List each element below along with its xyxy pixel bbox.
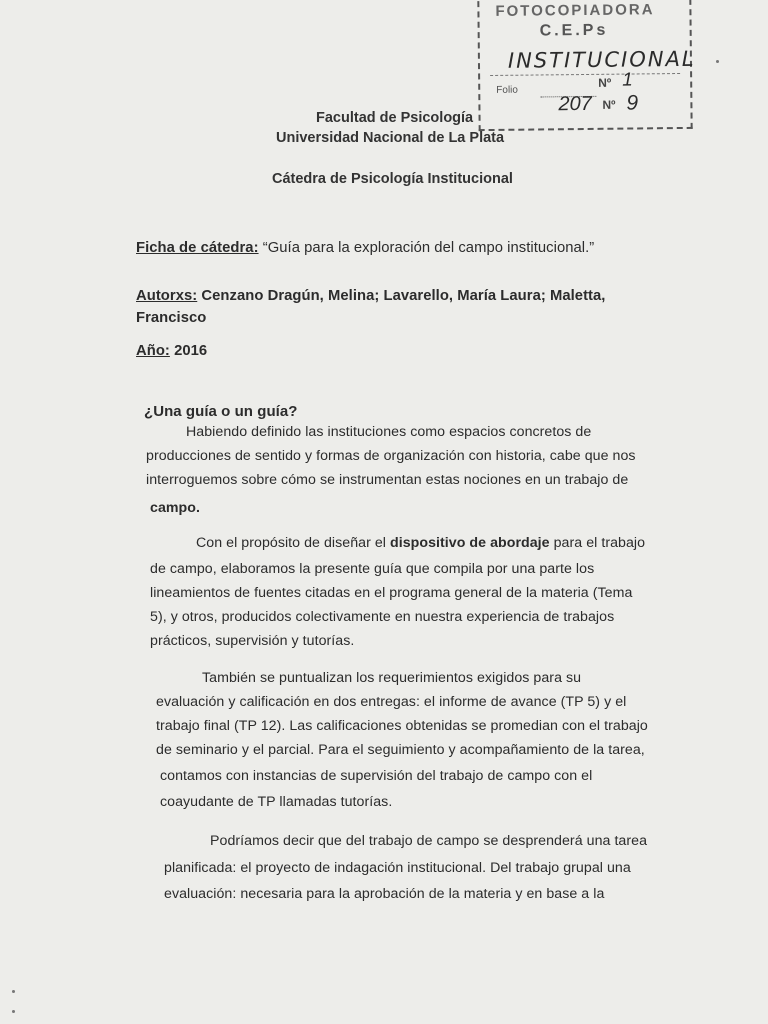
year-line <box>136 343 207 359</box>
catedra-name: Cátedra de Psicología Institucional <box>272 171 513 187</box>
p3-line-1: También se puntualizan los requerimientos exigidos para su <box>202 670 582 686</box>
stamp-n1-value: 1 <box>622 69 633 91</box>
ficha-value: “Guía para la exploración del campo institucional.” <box>262 240 595 256</box>
authors-value: Cenzano Dragún, Melina; Lavarello, María Laura; Maletta, <box>201 288 606 304</box>
p2-line-4: 5), y otros, producidos colectivamente en nuestra experiencia de trabajos <box>150 609 615 625</box>
p3-line-2: evaluación y calificación en dos entregas: el informe de avance (TP 5) y el <box>156 694 627 710</box>
p2-line-5: prácticos, supervisión y tutorías. <box>150 633 355 649</box>
p4-line-2: planificada: el proyecto de indagación institucional. Del trabajo grupal una <box>164 860 631 876</box>
stamp-folio-value: 207 <box>558 92 592 116</box>
p3-line-6: coayudante de TP llamadas tutorías. <box>160 794 393 810</box>
p2-line-1-post: para el trabajo <box>549 535 646 551</box>
ficha-line <box>136 240 594 256</box>
scan-speck <box>716 60 719 63</box>
stamp-folio-label: Folio <box>496 84 519 96</box>
scan-speck <box>12 990 15 993</box>
faculty-name: Facultad de Psicología <box>316 110 474 126</box>
p3-line-4: de seminario y el parcial. Para el seguimiento y acompañamiento de la tarea, <box>156 742 645 758</box>
stamp-line-3: INSTITUCIONAL <box>507 46 696 73</box>
authors-label: Autorxs: <box>136 288 198 304</box>
p3-line-3: trabajo final (TP 12). Las calificaciones obtenidas se promedian con el trabajo <box>156 718 648 734</box>
p4-line-1: Podríamos decir que del trabajo de campo se desprenderá una tarea <box>210 833 648 849</box>
year-label: Año: <box>136 343 170 359</box>
p3-line-5: contamos con instancias de supervisión del trabajo de campo con el <box>160 768 593 784</box>
stamp-divider <box>490 73 680 76</box>
university-name: Universidad Nacional de La Plata <box>276 130 505 146</box>
p1-line-1: Habiendo definido las instituciones como espacios concretos de <box>186 424 592 440</box>
p1-line-4: campo. <box>150 500 200 516</box>
stamp-line-1: FOTOCOPIADORA <box>495 1 655 20</box>
p4-line-3: evaluación: necesaria para la aprobación de la materia y en base a la <box>164 886 605 902</box>
authors-line <box>136 288 605 304</box>
ficha-label: Ficha de cátedra: <box>136 240 259 256</box>
p1-line-3: interroguemos sobre cómo se instrumentan estas nociones en un trabajo de <box>146 472 629 488</box>
photocopy-stamp <box>477 0 696 131</box>
stamp-n2-label: Nº <box>602 97 616 112</box>
year-value: 2016 <box>174 343 208 359</box>
scan-speck <box>12 1010 15 1013</box>
section-title: ¿Una guía o un guía? <box>144 403 298 420</box>
authors-value-2: Francisco <box>136 310 207 326</box>
p2-line-2: de campo, elaboramos la presente guía que compila por una parte los <box>150 561 595 577</box>
p2-line-1 <box>196 535 645 551</box>
p2-line-3: lineamientos de fuentes citadas en el programa general de la materia (Tema <box>150 585 633 601</box>
stamp-n1-label: Nº <box>598 75 612 90</box>
stamp-n2-value: 9 <box>626 91 639 115</box>
p2-line-1-pre: Con el propósito de diseñar el <box>196 535 390 551</box>
p1-line-2: producciones de sentido y formas de organización con historia, cabe que nos <box>146 448 636 464</box>
stamp-line-2: C.E.Ps <box>539 21 609 40</box>
p2-line-1-bold: dispositivo de abordaje <box>390 535 550 551</box>
